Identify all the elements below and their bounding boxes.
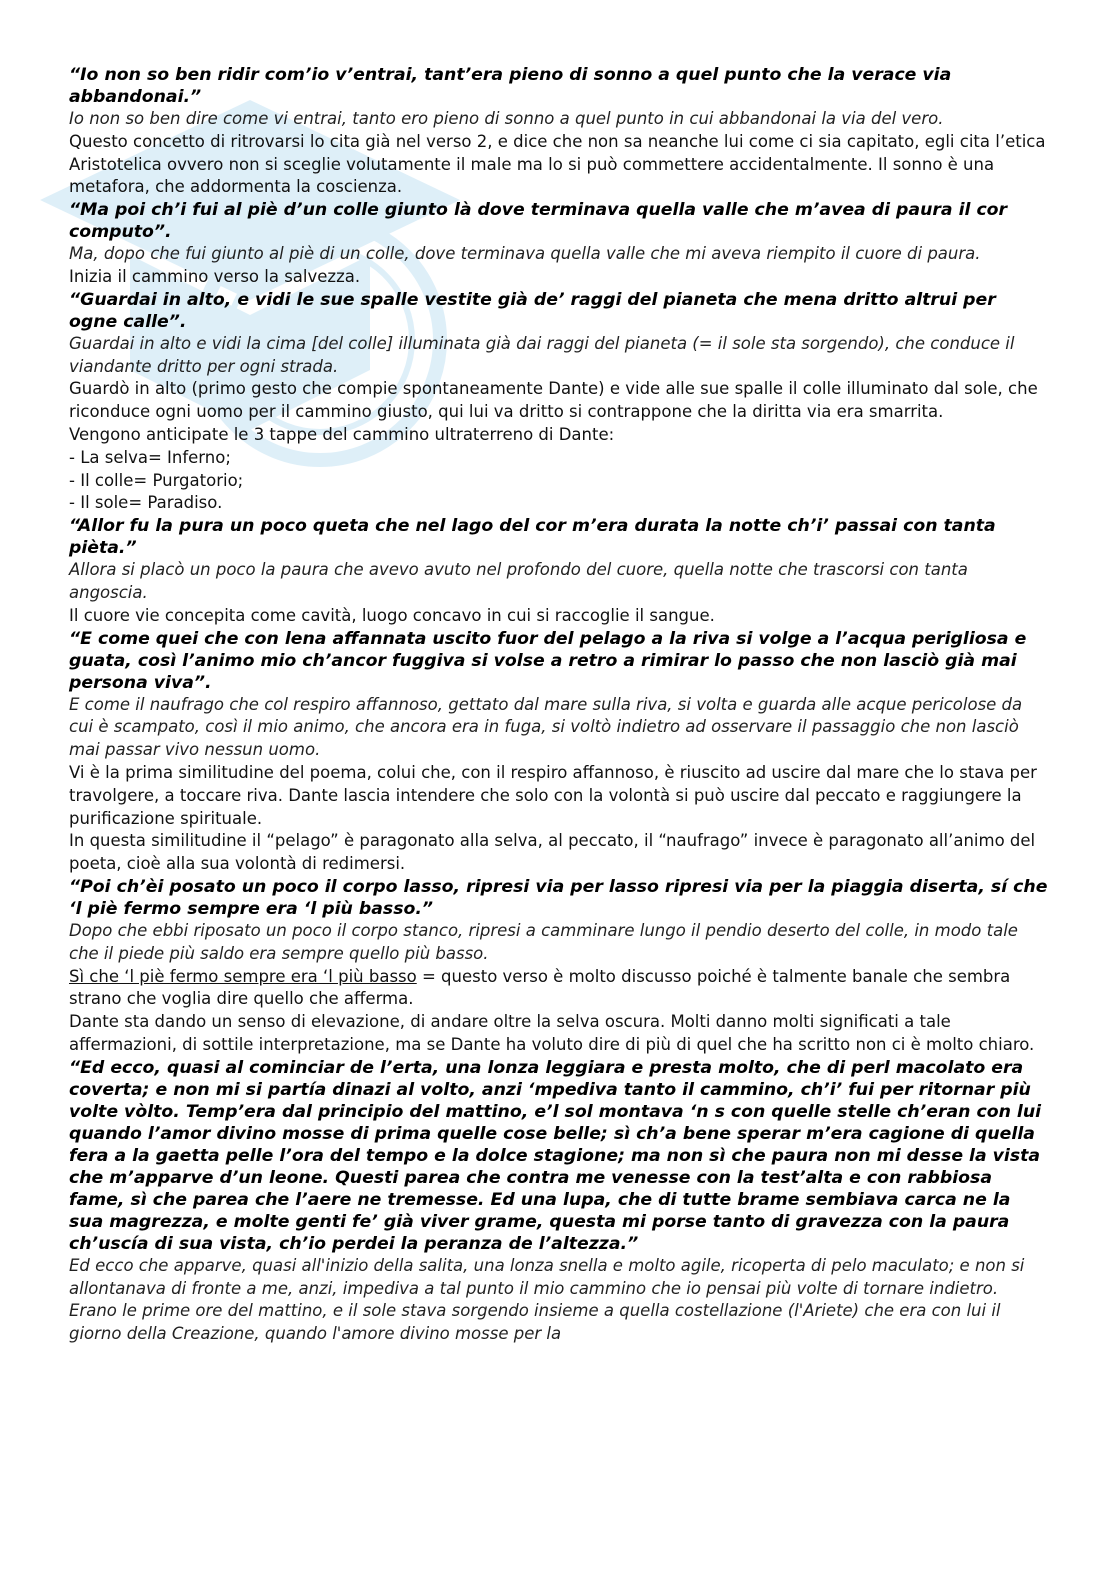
commentary: Vi è la prima similitudine del poema, colui che, con il respiro affannoso, è riuscito ad uscire dal mare che lo stava per travolgere, a toccare riva. Dante lascia intendere che solo con la volontà si può uscire dal peccato e raggiungere la purificazione spirituale. (69, 762, 1037, 828)
commentary: Questo concetto di ritrovarsi lo cita già nel verso 2, e dice che non sa neanche lui come ci sia capitato, egli cita l’etica Aristotelica ovvero non si sceglie volutamente il male ma lo si può commettere accidentalmente. Il sonno è una metafora, che addormenta la coscienza. (69, 131, 1046, 197)
commentary (69, 966, 1049, 1012)
verse-quote: “Poi ch’èi posato un poco il corpo lasso, ripresi via per lasso ripresi via per la piaggia diserta, sí che ‘l piè fermo sempre era ‘l più basso.” (69, 876, 1048, 919)
paraphrase: Io non so ben dire come vi entrai, tanto ero pieno di sonno a quel punto in cui abbandonai la via del vero. (69, 109, 944, 128)
underlined-verse: Sì che ‘l piè fermo sempre era ‘l più basso (69, 966, 417, 986)
paraphrase: Dopo che ebbi riposato un poco il corpo stanco, ripresi a camminare lungo il pendio deserto del colle, in modo tale che il piede più saldo era sempre quello più basso. (69, 920, 1018, 963)
paraphrase: Ma, dopo che fui giunto al piè di un colle, dove terminava quella valle che mi aveva riempito il cuore di paura. (69, 244, 981, 264)
commentary: - La selva= Inferno; (69, 447, 231, 467)
verse-quote: “Guardai in alto, e vidi le sue spalle vestite già de’ raggi del pianeta che mena dritto altrui per ogne calle”. (69, 289, 996, 332)
paraphrase: Guardai in alto e vidi la cima [del colle] illuminata già dai raggi del pianeta (= il sole sta sorgendo), che conduce il viandante dritto per ogni strada. (69, 333, 1015, 376)
commentary: Inizia il cammino verso la salvezza. (69, 266, 361, 286)
commentary: - Il sole= Paradiso. (69, 493, 223, 513)
commentary: Guardò in alto (primo gesto che compie spontaneamente Dante) e vide alle sue spalle il colle illuminato dal sole, che riconduce ogni uomo per il cammino giusto, qui lui va dritto si contrappone che la diritta via era smarrita. (69, 379, 1038, 422)
commentary: Il cuore vie concepita come cavità, luogo concavo in cui si raccoglie il sangue. (69, 605, 715, 625)
verse-quote: “Ma poi ch’i fui al piè d’un colle giunto là dove terminava quella valle che m’avea di paura il cor computo”. (69, 200, 1008, 243)
paraphrase: Allora si placò un poco la paura che avevo avuto nel profondo del cuore, quella notte che trascorsi con tanta angoscia. (69, 560, 968, 602)
verse-quote: “Allor fu la pura un poco queta che nel lago del cor m’era durata la notte ch’i’ passai con tanta pièta.” (69, 516, 996, 559)
commentary-text: = questo verso è molto discusso poiché è talmente banale che sembra strano che voglia dire quello che afferma. (69, 966, 1011, 1009)
verse-quote: “Ed ecco, quasi al cominciar de l’erta, una lonza leggiara e presta molto, che di perl macolato era coverta; e non mi si partía dinazi al volto, anzi ‘mpediva tanto il cammino, ch’i’ fui per ritornar più volte vòlto. Temp’era dal principio del mattino, e’l sol montava ‘n s con quelle stelle ch’eran con lui quando l’amor divino mosse di prima quelle cose belle; sì ch’a bene sperar m’era cagione di quella fera a la gaetta pelle l’ora del tempo e la dolce stagione; ma non sì che paura non mi desse la vista che m’apparve d’un leone. Questi parea che contra me venesse con la test’alta e con rabbiosa fame, sì che parea che l’aere ne tremesse. Ed una lupa, che di tutte brame sembiava carca ne la sua magrezza, e molte genti fe’ già viver grame, questa mi porse tanto di gravezza con la paura ch’uscía di sua vista, ch’io perdei la peranza de l’altezza.” (69, 1057, 1042, 1254)
verse-quote: “E come quei che con lena affannata uscito fuor del pelago a la riva si volge a l’acqua perigliosa e guata, così l’animo mio ch’ancor fuggiva si volse a retro a rimirar lo passo che non lasciò già mai persona viva”. (69, 628, 1027, 693)
verse-quote: “Io non so ben ridir com’io v’entrai, tant’era pieno di sonno a quel punto che la verace via abbandonai.” (69, 65, 952, 107)
commentary: In questa similitudine il “pelago” è paragonato alla selva, al peccato, il “naufrago” invece è paragonato all’animo del poeta, cioè alla sua volontà di redimersi. (69, 831, 1036, 874)
commentary: Dante sta dando un senso di elevazione, di andare oltre la selva oscura. Molti danno molti significati a tale affermazioni, di sottile interpretazione, ma se Dante ha voluto dire di più di quel che ha scritto non ci è molto chiaro. (69, 1012, 1035, 1054)
document-page (69, 64, 1049, 1346)
commentary: Vengono anticipate le 3 tappe del cammino ultraterreno di Dante: (69, 424, 615, 444)
commentary: - Il colle= Purgatorio; (69, 470, 244, 490)
paraphrase: E come il naufrago che col respiro affannoso, gettato dal mare sulla riva, si volta e guarda alle acque pericolose da cui è scampato, così il mio animo, che ancora era in fuga, si voltò indietro ad osservare il passaggio che non lasciò mai passar vivo nessun uomo. (69, 694, 1023, 760)
paraphrase: Ed ecco che apparve, quasi all'inizio della salita, una lonza snella e molto agile, ricoperta di pelo maculato; e non si allontanava di fronte a me, anzi, impediva a tal punto il mio cammino che io pensai più volte di tornare indietro. Erano le prime ore del mattino, e il sole stava sorgendo insieme a quella costellazione (l'Ariete) che era con lui il giorno della Creazione, quando l'amore divino mosse per la (69, 1255, 1025, 1344)
